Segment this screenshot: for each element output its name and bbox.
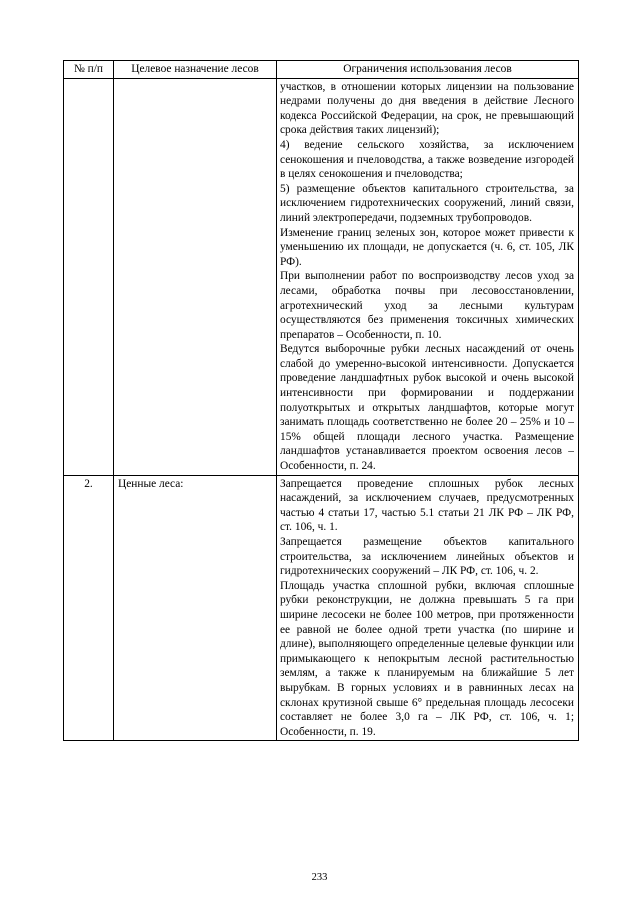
row-purpose	[114, 78, 277, 475]
restriction-paragraph: Ведутся выборочные рубки лесных насаждений от очень слабой до умеренно-высокой интенсивности. Допускается проведение ландшафтных рубок высокой и очень высокой интенсивности при формировании и поддержании полуоткрытых и открытых ландшафтов, которые могут занимать площадь соответственно не более 20 – 25% и 10 – 15% общей площади лесного участка. Размещение ландшафтов устанавливается проектом освоения лесов – Особенности, п. 24.	[280, 343, 574, 473]
row-restrictions	[277, 78, 579, 475]
header-number: № п/п	[64, 61, 114, 79]
restriction-paragraph: 5) размещение объектов капитального строительства, за исключением гидротехнических сооружений, линий связи, линий электропередачи, подземных трубопроводов.	[280, 182, 574, 224]
header-restrictions: Ограничения использования лесов	[277, 61, 579, 79]
row-number	[64, 78, 114, 475]
page-number: 233	[311, 872, 328, 883]
table-row	[64, 78, 579, 475]
table-row	[64, 475, 579, 741]
restrictions-table	[63, 60, 579, 741]
restriction-paragraph: Запрещается проведение сплошных рубок лесных насаждений, за исключением случаев, предусмотренных частью 4 статьи 17, частью 5.1 статьи 21 ЛК РФ – ЛК РФ, ст. 106, ч. 1.	[280, 477, 574, 534]
row-number: 2.	[64, 475, 114, 741]
header-purpose: Целевое назначение лесов	[114, 61, 277, 79]
row-purpose: Ценные леса:	[114, 475, 277, 741]
restriction-paragraph: Изменение границ зеленых зон, которое может привести к уменьшению их площади, не допускается (ч. 6, ст. 105, ЛК РФ).	[280, 226, 574, 268]
restriction-paragraph: Площадь участка сплошной рубки, включая сплошные рубки реконструкции, не должна превышать 5 га при ширине лесосеки не более 100 метров, при протяженности ее равной не более одной трети участка (по ширине и длине), выполняющего определенные целевые функции или примыкающего к непокрытым лесной растительностью землям, а также к планируемым на ближайшие 5 лет вырубкам. В горных условиях и в равнинных лесах на склонах крутизной свыше 6° предельная площадь лесосеки составляет не более 3,0 га – ЛК РФ, ст. 106, ч. 1; Особенности, п. 19.	[280, 579, 574, 738]
restriction-paragraph: участков, в отношении которых лицензии на пользование недрами получены до дня введения в действие Лесного кодекса Российской Федерации, на срок, не превышающий срока действия таких лицензий);	[280, 80, 574, 137]
row-restrictions	[277, 475, 579, 741]
restriction-paragraph: Запрещается размещение объектов капитального строительства, за исключением линейных объектов и гидротехнических сооружений – ЛК РФ, ст. 106, ч. 2.	[280, 536, 574, 578]
table-header-row	[64, 61, 579, 79]
restriction-paragraph: 4) ведение сельского хозяйства, за исключением сенокошения и пчеловодства, а также возведение изгородей в целях сенокошения и пчеловодства;	[280, 138, 574, 181]
restriction-paragraph: При выполнении работ по воспроизводству лесов уход за лесами, обработка почвы при лесовосстановлении, агротехнический уход за лесными культурам осуществляются без применения токсичных химических препаратов – Особенности, п. 10.	[280, 270, 574, 341]
